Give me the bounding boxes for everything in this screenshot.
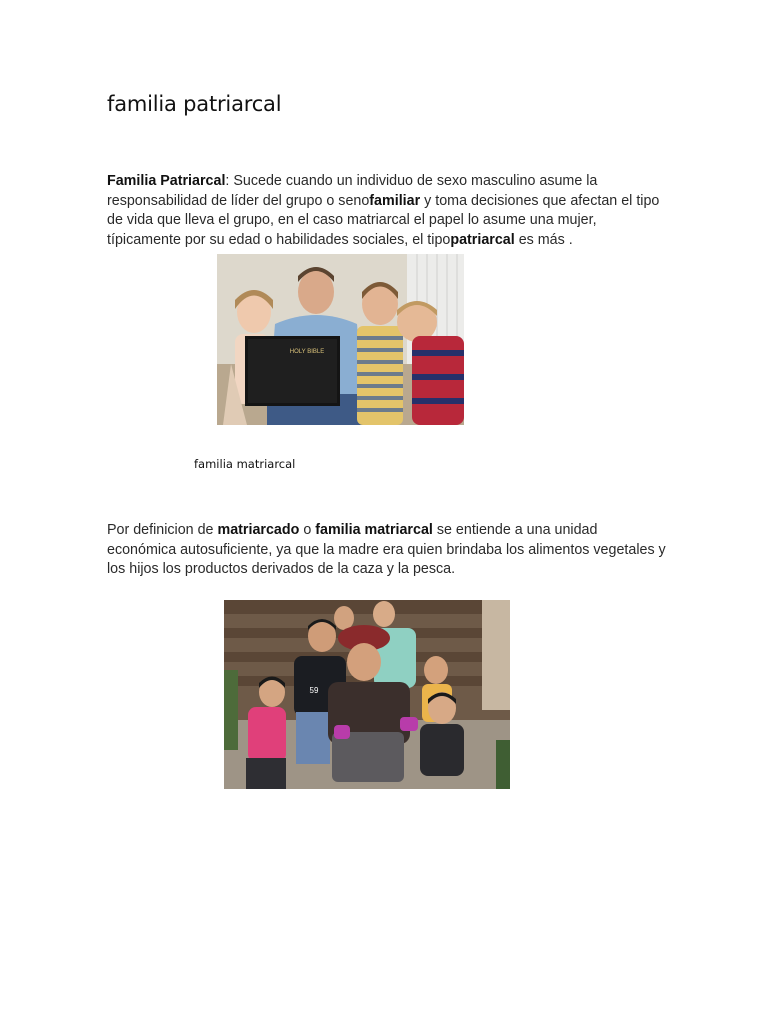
text-segment: : Sucede cuando un individuo de sexo masculino asume la responsabilidad de líder del grupo o seno	[107, 173, 598, 209]
matriarchal-family-photo	[224, 600, 510, 789]
text-segment: patriarcal	[450, 231, 515, 248]
text-segment: se entiende a una unidad económica autosuficiente, ya que la madre era quien brindaba los alimentos vegetales y los hijos los productos derivados de la caza y la pesca.	[107, 522, 666, 577]
shirt-label: 59	[309, 686, 319, 695]
text-segment: y toma decisiones que afectan el tipo de vida que lleva el grupo, en el caso matriarcal el papel lo asume una mujer, típicamente por su edad o habilidades sociales, el tipo	[107, 192, 660, 248]
patriarchal-family-photo	[217, 254, 464, 425]
text-segment: matriarcado	[217, 522, 300, 538]
text-segment: es más .	[514, 231, 573, 248]
text-segment: Familia Patriarcal	[107, 173, 226, 189]
matriarchal-paragraph	[107, 521, 667, 580]
page-title: familia patriarcal	[107, 92, 282, 116]
text-segment: familiar	[369, 192, 421, 209]
text-segment: o	[299, 522, 316, 538]
patriarchal-paragraph	[107, 172, 667, 250]
book-label: HOLY BIBLE	[289, 349, 325, 355]
text-segment: familia matriarcal	[315, 522, 433, 538]
text-segment: Por definicion de	[107, 522, 218, 538]
matriarchal-caption: familia matriarcal	[194, 457, 296, 471]
